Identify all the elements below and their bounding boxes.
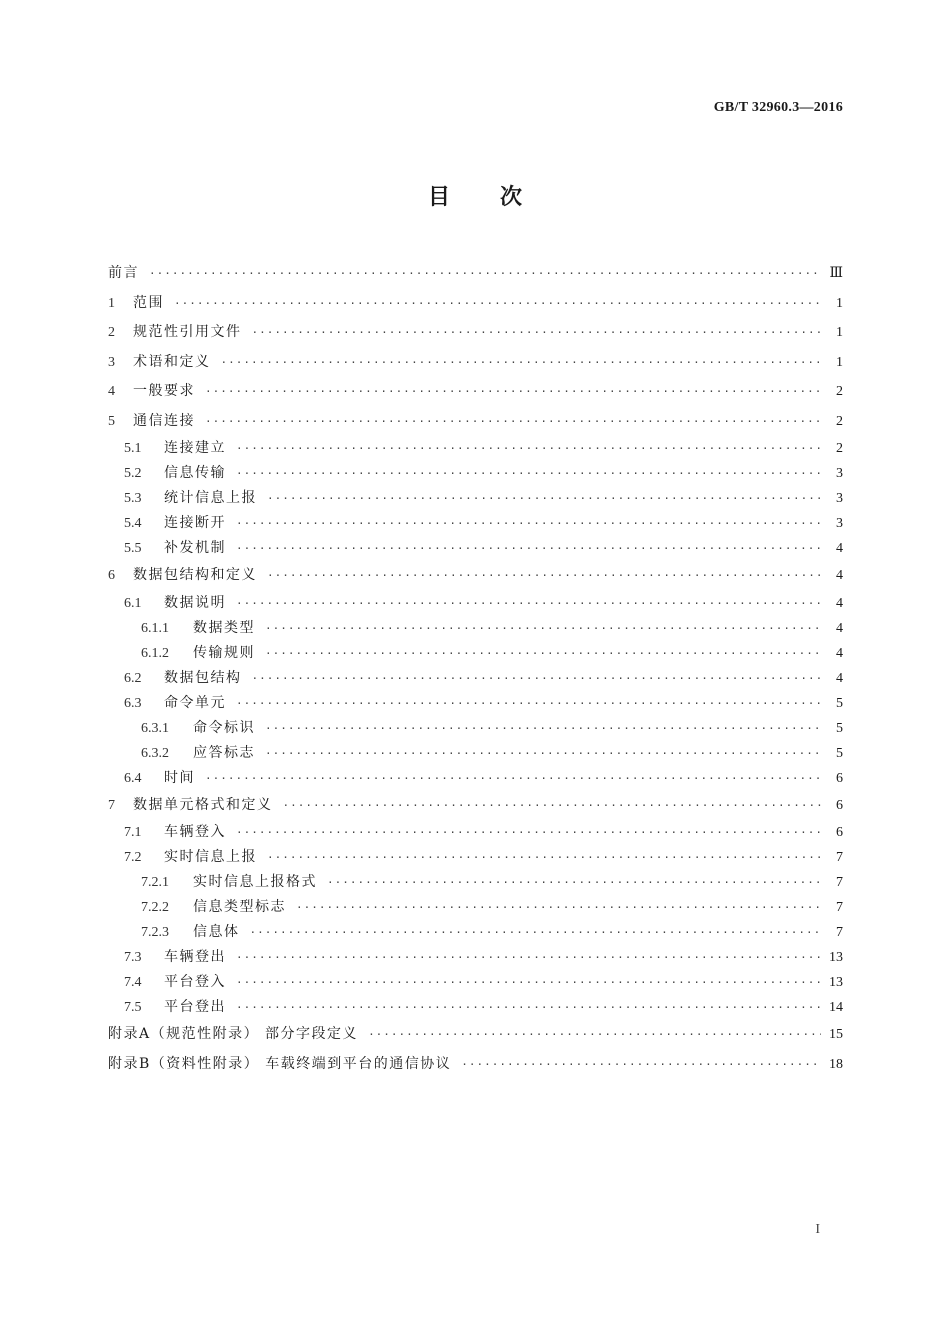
- toc-entry-page: 4: [836, 595, 843, 611]
- toc-entry[interactable]: [108, 970, 843, 995]
- toc-entry-number: 7.2: [124, 850, 142, 865]
- toc-entry-page: 4: [836, 670, 843, 686]
- toc-entry-page: 5: [836, 695, 843, 711]
- toc-leader-dots: [205, 407, 823, 437]
- toc-entry-label: 信息体: [193, 924, 240, 940]
- toc-leader-dots: [236, 536, 823, 561]
- toc-entry-number: 5.3: [124, 491, 142, 506]
- toc-leader-dots: [296, 895, 823, 920]
- toc-leader-dots: [236, 691, 823, 716]
- toc-entry-label: 平台登入: [164, 974, 226, 990]
- toc-entry-page: 18: [829, 1056, 843, 1072]
- toc-entry-label: 规范性引用文件: [133, 324, 242, 340]
- toc-leader-dots: [252, 666, 824, 691]
- toc-entry-page: 4: [836, 568, 843, 583]
- toc-entry[interactable]: [108, 895, 843, 920]
- toc-entry[interactable]: [108, 1050, 843, 1080]
- toc-leader-dots: [205, 377, 823, 407]
- toc-entry-label: 补发机制: [164, 540, 226, 556]
- toc-entry-number: 6.4: [124, 770, 142, 786]
- toc-entry-label: 传输规则: [193, 644, 255, 661]
- toc-entry[interactable]: [108, 766, 843, 791]
- toc-entry-page: 7: [836, 925, 843, 940]
- standard-code: GB/T 32960.3—2016: [713, 100, 843, 115]
- toc-entry-number: 7: [108, 797, 115, 813]
- toc-entry-label: 一般要求: [133, 383, 195, 399]
- toc-entry[interactable]: [108, 591, 843, 616]
- toc-entry-page: Ⅲ: [829, 266, 843, 281]
- toc-entry[interactable]: [108, 407, 843, 437]
- toc-leader-dots: [267, 561, 823, 591]
- toc-entry-label: 数据单元格式和定义: [133, 796, 273, 813]
- toc-entry[interactable]: [108, 791, 843, 821]
- toc-entry-page: 6: [836, 825, 843, 840]
- toc-entry-number: 7.3: [124, 950, 142, 965]
- toc-leader-dots: [250, 920, 824, 945]
- toc-leader-dots: [265, 741, 823, 766]
- toc-entry-page: 13: [829, 950, 843, 965]
- toc-entry-label: 数据包结构: [164, 669, 242, 686]
- toc-entry-label: 数据类型: [193, 619, 255, 636]
- toc-entry-number: 6.1: [124, 595, 142, 611]
- toc-entry-number: 5: [108, 413, 115, 429]
- toc-entry-label: 命令标识: [193, 719, 255, 736]
- toc-entry[interactable]: [108, 691, 843, 716]
- toc-entry[interactable]: [108, 259, 843, 289]
- table-of-contents: [108, 259, 843, 1079]
- toc-entry[interactable]: [108, 741, 843, 766]
- toc-entry-number: 7.4: [124, 975, 142, 990]
- toc-entry-label: 统计信息上报: [164, 490, 257, 506]
- toc-entry-label: 附录B（资料性附录） 车载终端到平台的通信协议: [108, 1055, 452, 1072]
- toc-entry[interactable]: [108, 511, 843, 536]
- toc-entry[interactable]: [108, 348, 843, 378]
- toc-entry-label: 数据说明: [164, 594, 226, 611]
- toc-entry-page: 15: [829, 1027, 843, 1042]
- toc-entry-page: 3: [836, 491, 843, 506]
- toc-entry-number: 7.2.1: [141, 875, 169, 890]
- toc-entry[interactable]: [108, 536, 843, 561]
- toc-leader-dots: [236, 461, 823, 486]
- toc-entry-label: 时间: [164, 769, 195, 786]
- toc-entry-label: 术语和定义: [133, 353, 211, 370]
- toc-leader-dots: [236, 511, 823, 536]
- toc-leader-dots: [252, 318, 824, 348]
- toc-entry-label: 附录A（规范性附录） 部分字段定义: [108, 1026, 359, 1042]
- toc-entry-label: 范围: [133, 294, 164, 311]
- toc-entry[interactable]: [108, 845, 843, 870]
- toc-entry-number: 4: [108, 384, 115, 399]
- toc-leader-dots: [236, 945, 821, 970]
- toc-entry-label: 通信连接: [133, 412, 195, 429]
- toc-entry[interactable]: [108, 436, 843, 461]
- toc-entry-label: 连接建立: [164, 440, 226, 456]
- toc-entry-number: 1: [108, 295, 115, 311]
- toc-entry-label: 应答标志: [193, 744, 255, 761]
- toc-entry-page: 5: [836, 720, 843, 736]
- toc-entry-number: 6: [108, 568, 115, 583]
- toc-entry-page: 7: [836, 850, 843, 865]
- toc-entry-page: 14: [829, 1000, 843, 1015]
- toc-entry-label: 命令单元: [164, 694, 226, 711]
- toc-entry[interactable]: [108, 289, 843, 319]
- toc-entry-label: 前言: [108, 265, 139, 281]
- toc-entry-label: 车辆登入: [164, 824, 226, 840]
- toc-entry[interactable]: [108, 716, 843, 741]
- toc-entry-number: 5.1: [124, 441, 142, 456]
- toc-entry-number: 7.5: [124, 1000, 142, 1015]
- toc-entry-number: 7.2.2: [141, 900, 169, 915]
- toc-entry-number: 2: [108, 325, 115, 340]
- toc-entry[interactable]: [108, 1020, 843, 1050]
- toc-entry[interactable]: [108, 486, 843, 511]
- toc-entry-page: 1: [836, 354, 843, 370]
- toc-leader-dots: [236, 995, 821, 1020]
- toc-entry-page: 4: [836, 541, 843, 556]
- toc-entry-number: 7.2.3: [141, 925, 169, 940]
- toc-entry[interactable]: [108, 377, 843, 407]
- toc-entry-page: 4: [836, 645, 843, 661]
- toc-entry-label: 数据包结构和定义: [133, 567, 257, 583]
- toc-entry-page: 6: [836, 770, 843, 786]
- toc-leader-dots: [267, 486, 823, 511]
- toc-entry-number: 6.3: [124, 695, 142, 711]
- toc-entry-page: 2: [836, 441, 843, 456]
- toc-entry[interactable]: [108, 820, 843, 845]
- toc-leader-dots: [265, 716, 823, 741]
- footer-page-number: I: [815, 1222, 820, 1237]
- toc-entry-number: 5.2: [124, 466, 142, 481]
- toc-entry[interactable]: [108, 461, 843, 486]
- toc-entry-page: 6: [836, 797, 843, 813]
- toc-entry[interactable]: [108, 870, 843, 895]
- toc-entry-page: 7: [836, 875, 843, 890]
- toc-entry-page: 1: [836, 295, 843, 311]
- toc-entry-page: 2: [836, 384, 843, 399]
- toc-entry[interactable]: [108, 318, 843, 348]
- toc-entry-number: 5.5: [124, 541, 142, 556]
- toc-entry-label: 信息类型标志: [193, 899, 286, 915]
- toc-entry-number: 6.1.2: [141, 645, 169, 661]
- toc-entry-number: 7.1: [124, 825, 142, 840]
- toc-entry[interactable]: [108, 616, 843, 641]
- toc-entry-page: 7: [836, 900, 843, 915]
- toc-entry-label: 信息传输: [164, 465, 226, 481]
- toc-entry-page: 3: [836, 516, 843, 531]
- toc-leader-dots: [236, 970, 821, 995]
- toc-entry-number: 6.3.2: [141, 745, 169, 761]
- toc-entry[interactable]: [108, 666, 843, 691]
- toc-leader-dots: [368, 1020, 821, 1050]
- toc-entry[interactable]: [108, 561, 843, 591]
- toc-leader-dots: [461, 1050, 821, 1080]
- toc-leader-dots: [236, 436, 823, 461]
- toc-entry-number: 6.1.1: [141, 620, 169, 636]
- toc-leader-dots: [205, 766, 823, 791]
- toc-leader-dots: [236, 820, 823, 845]
- toc-leader-dots: [174, 289, 823, 319]
- toc-entry-number: 6.3.1: [141, 720, 169, 736]
- toc-leader-dots: [327, 870, 823, 895]
- toc-leader-dots: [283, 791, 824, 821]
- toc-entry-label: 实时信息上报格式: [193, 874, 317, 890]
- toc-entry-page: 13: [829, 975, 843, 990]
- toc-leader-dots: [149, 259, 821, 289]
- toc-entry-number: 5.4: [124, 516, 142, 531]
- toc-entry[interactable]: [108, 920, 843, 945]
- toc-leader-dots: [221, 348, 824, 378]
- toc-leader-dots: [265, 641, 823, 666]
- toc-leader-dots: [267, 845, 823, 870]
- toc-entry[interactable]: [108, 995, 843, 1020]
- toc-entry-page: 4: [836, 620, 843, 636]
- toc-entry-page: 2: [836, 413, 843, 429]
- toc-entry-page: 5: [836, 745, 843, 761]
- toc-entry[interactable]: [108, 945, 843, 970]
- toc-entry-label: 车辆登出: [164, 949, 226, 965]
- toc-title: 目次: [427, 185, 572, 210]
- toc-entry[interactable]: [108, 641, 843, 666]
- toc-entry-number: 6.2: [124, 670, 142, 686]
- toc-entry-page: 1: [836, 325, 843, 340]
- toc-entry-page: 3: [836, 466, 843, 481]
- toc-entry-label: 实时信息上报: [164, 849, 257, 865]
- toc-entry-label: 连接断开: [164, 515, 226, 531]
- toc-leader-dots: [265, 616, 823, 641]
- toc-entry-label: 平台登出: [164, 999, 226, 1015]
- toc-entry-number: 3: [108, 354, 115, 370]
- toc-leader-dots: [236, 591, 823, 616]
